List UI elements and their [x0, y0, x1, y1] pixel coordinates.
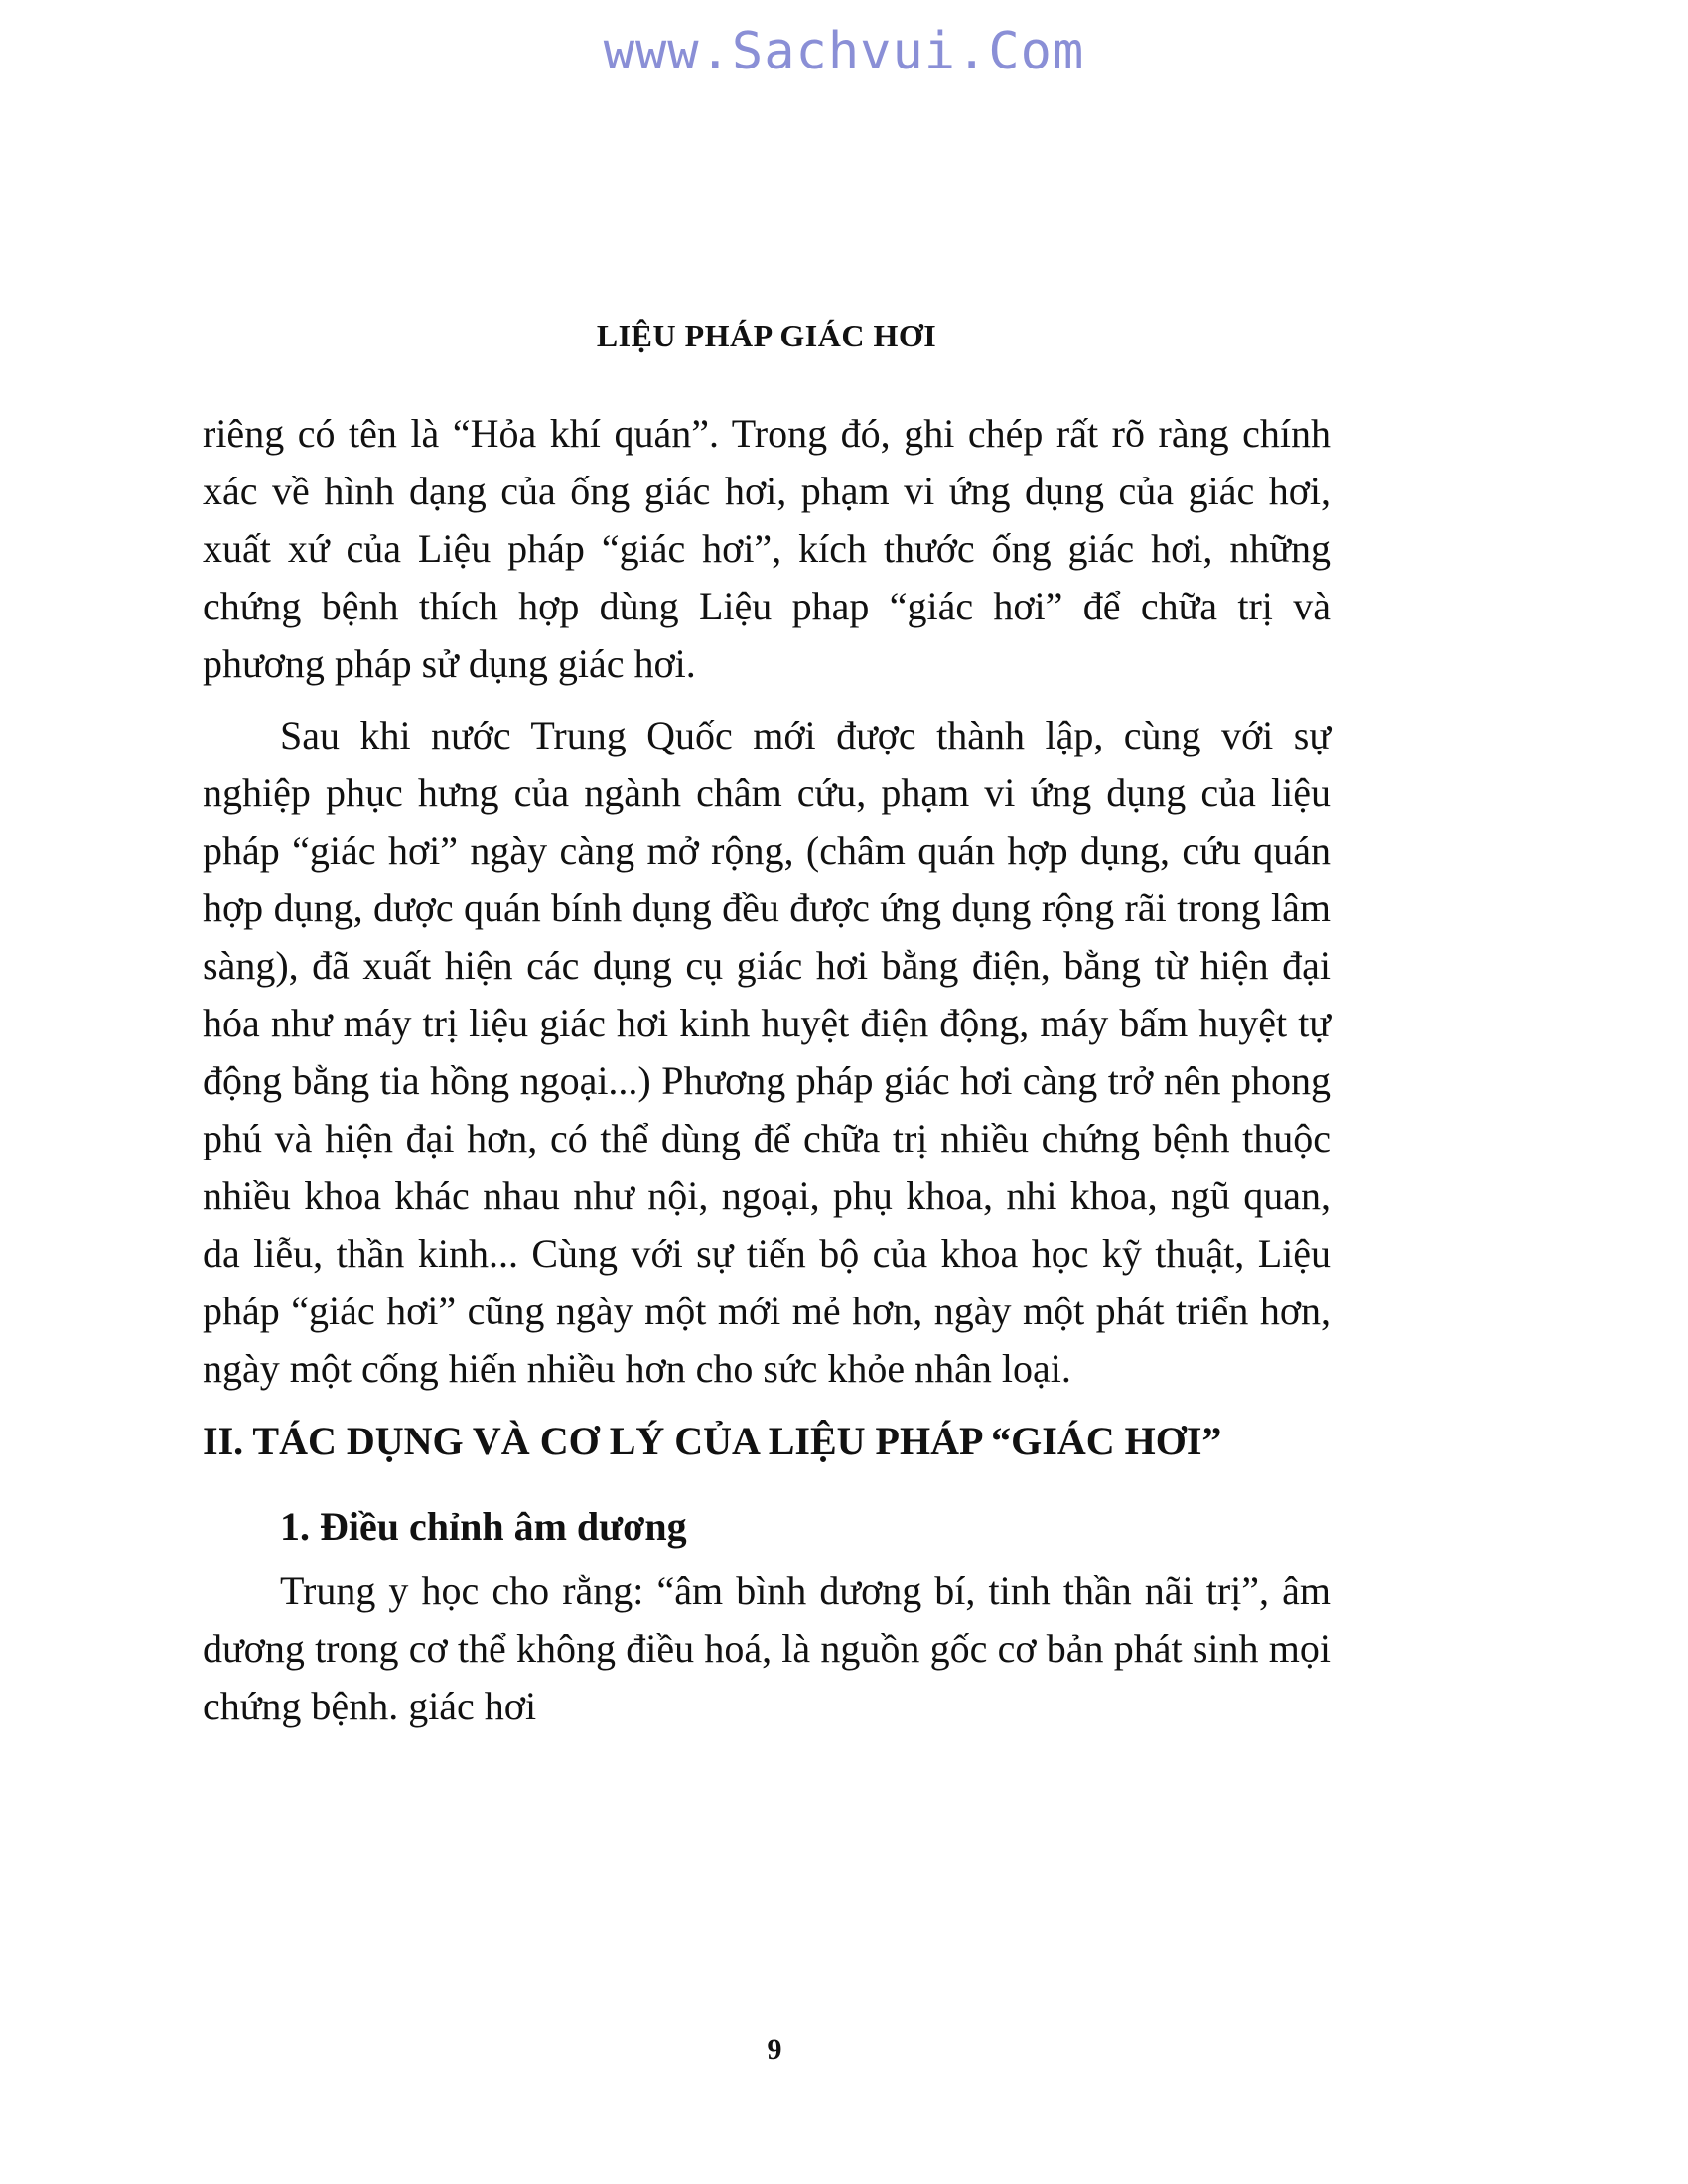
watermark-url: www.Sachvui.Com	[603, 22, 1085, 81]
section-heading: II. TÁC DỤNG VÀ CƠ LÝ CỦA LIỆU PHÁP “GIÁC HƠI”	[203, 1419, 1222, 1463]
sub-heading: 1. Điều chỉnh âm dương	[280, 1504, 687, 1549]
running-head: LIỆU PHÁP GIÁC HƠI	[596, 318, 937, 353]
paragraph-continuation: riêng có tên là “Hỏa khí quán”. Trong đó, ghi chép rất rõ ràng chính xác về hình dạng của ống giác hơi, phạm vi ứng dụng của giác hơi, xuất xứ của Liệu pháp “giác hơi”, kích thước ống giác hơi, những chứng bệnh thích hợp dùng Liệu phap “giác hơi” để chữa trị và phương pháp sử dụng giác hơi.	[203, 411, 1331, 686]
page-number: 9	[767, 2033, 782, 2066]
paragraph-history: Sau khi nước Trung Quốc mới được thành lập, cùng với sự nghiệp phục hưng của ngành châm cứu, phạm vi ứng dụng của liệu pháp “giác hơi” ngày càng mở rộng, (châm quán hợp dụng, cứu quán hợp dụng, dược quán bính dụng đều được ứng dụng rộng rãi trong lâm sàng), đã xuất hiện các dụng cụ giác hơi bằng điện, bằng từ hiện đại hóa như máy trị liệu giác hơi kinh huyệt điện động, máy bấm huyệt tự động bằng tia hồng ngoại...) Phương pháp giác hơi càng trở nên phong phú và hiện đại hơn, có thể dùng để chữa trị nhiều chứng bệnh thuộc nhiều khoa khác nhau như nội, ngoại, phụ khoa, nhi khoa, ngũ quan, da liễu, thần kinh... Cùng với sự tiến bộ của khoa học kỹ thuật, Liệu pháp “giác hơi” cũng ngày một mới mẻ hơn, ngày một phát triển hơn, ngày một cống hiến nhiều hơn cho sức khỏe nhân loại.	[203, 713, 1331, 1391]
body-text	[203, 405, 1331, 1735]
paragraph-yin-yang: Trung y học cho rằng: “âm bình dương bí, tinh thần nãi trị”, âm dương trong cơ thể không điều hoá, là nguồn gốc cơ bản phát sinh mọi chứng bệnh. giác hơi	[203, 1569, 1331, 1728]
